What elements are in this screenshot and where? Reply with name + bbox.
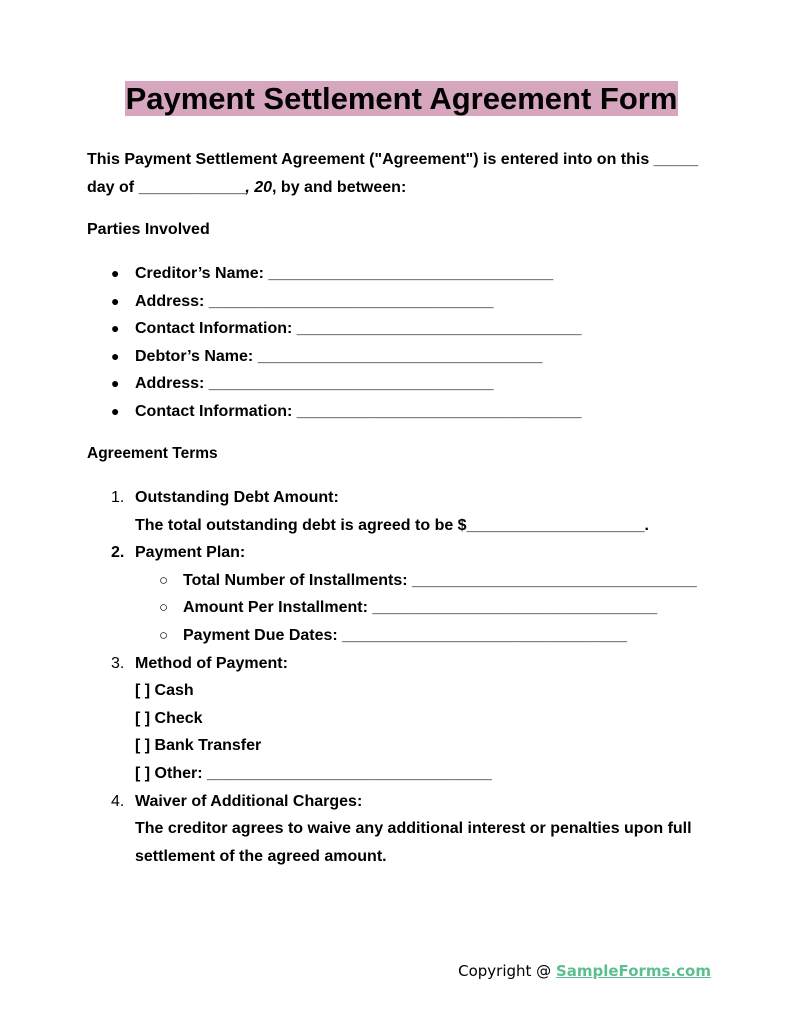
term-item (87, 539, 727, 649)
parties-heading: Parties Involved (87, 221, 210, 238)
term-number: 3. (111, 654, 125, 672)
term-item (87, 484, 727, 539)
list-item (87, 370, 727, 398)
terms-heading: Agreement Terms (87, 445, 218, 462)
title-wrapper (0, 81, 803, 116)
intro-text-1: This Payment Settlement Agreement ("Agreement") is entered into on this _____ day of ____________ (87, 151, 699, 196)
circle-bullet-icon: ○ (159, 626, 169, 644)
bullet-icon: ● (111, 320, 120, 337)
sub-item-text: Total Number of Installments: ________________________________ (183, 571, 697, 589)
party-field: Contact Information: ________________________________ (135, 320, 582, 338)
page-title: Payment Settlement Agreement Form (125, 81, 678, 116)
term-label: Outstanding Debt Amount: (135, 489, 339, 506)
term-item (87, 650, 727, 788)
term-label: Waiver of Additional Charges: (135, 792, 363, 810)
list-item (87, 343, 727, 371)
footer-copyright (458, 962, 711, 980)
party-field: Contact Information: ________________________________ (135, 402, 582, 420)
terms-list (87, 484, 727, 870)
sub-item (135, 594, 727, 622)
intro-text-2: , 20 (245, 179, 273, 196)
term-text: The total outstanding debt is agreed to be $____________________. (135, 516, 649, 534)
term-label: Payment Plan: (135, 544, 246, 562)
list-item (87, 398, 727, 426)
party-field: Address: ________________________________ (135, 292, 494, 310)
bullet-icon: ● (111, 265, 120, 281)
intro-paragraph (87, 146, 717, 202)
party-field: Debtor’s Name: ________________________________ (135, 347, 543, 365)
list-item (87, 260, 727, 288)
circle-bullet-icon: ○ (159, 599, 169, 617)
bullet-icon: ● (111, 292, 120, 309)
term-item (87, 788, 727, 871)
term-number: 4. (111, 792, 125, 810)
sub-item-text: Payment Due Dates: ________________________________ (183, 626, 627, 644)
sub-item (135, 622, 727, 650)
sub-item-text: Amount Per Installment: ________________________________ (183, 599, 658, 617)
payment-option: [ ] Bank Transfer (135, 737, 262, 755)
term-number: 2. (111, 544, 125, 562)
term-text: The creditor agrees to waive any additional interest or penalties upon full settlement of the agreed amount. (135, 820, 692, 865)
bullet-icon: ● (111, 347, 120, 364)
party-field: Address: ________________________________ (135, 375, 494, 393)
term-number: 1. (111, 489, 125, 506)
intro-text-3: , by and between: (272, 179, 407, 196)
bullet-icon: ● (111, 375, 120, 392)
parties-list (87, 260, 727, 426)
list-item (87, 288, 727, 316)
payment-option: [ ] Cash (135, 682, 194, 700)
circle-bullet-icon: ○ (159, 571, 169, 589)
copyright-text: Copyright @ (458, 962, 556, 980)
term-label: Method of Payment: (135, 654, 288, 672)
sub-item (135, 567, 727, 595)
payment-option: [ ] Check (135, 709, 203, 727)
payment-option: [ ] Other: ________________________________ (135, 764, 492, 782)
party-field: Creditor’s Name: ________________________________ (135, 265, 554, 282)
brand-link[interactable]: SampleForms.com (555, 962, 711, 980)
bullet-icon: ● (111, 402, 120, 419)
list-item (87, 315, 727, 343)
